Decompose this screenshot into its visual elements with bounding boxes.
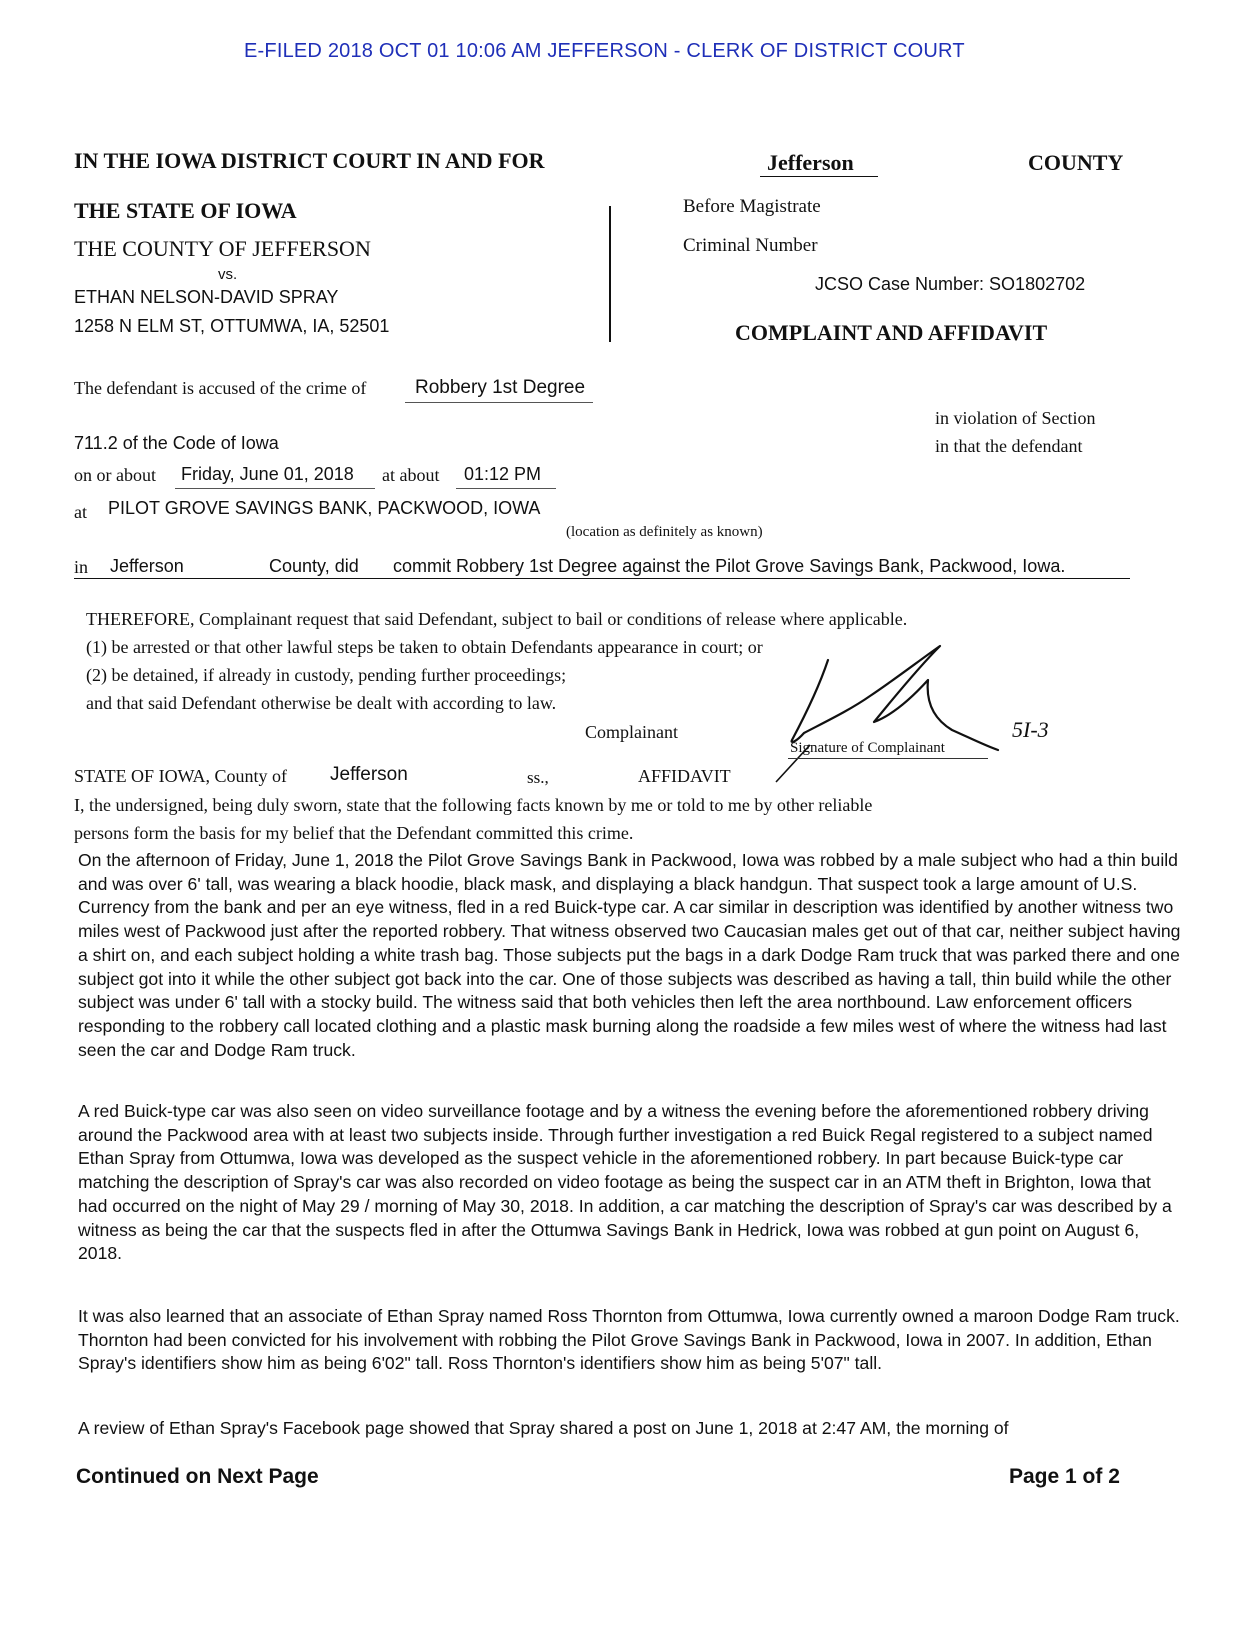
time-underline: [456, 488, 556, 489]
location-note: (location as definitely as known): [566, 524, 763, 540]
therefore-line-2: (1) be arrested or that other lawful steps be taken to obtain Defendants appearance in court; or: [86, 637, 763, 657]
on-about-label: on or about: [74, 465, 156, 485]
efiled-stamp: E-FILED 2018 OCT 01 10:06 AM JEFFERSON - CLERK OF DISTRICT COURT: [244, 40, 965, 62]
accusation-county: Jefferson: [110, 556, 184, 576]
date-underline: [175, 488, 375, 489]
violation-label: in violation of Section: [935, 408, 1096, 428]
incident-time: 01:12 PM: [464, 464, 542, 484]
signature-label: Signature of Complainant: [790, 740, 945, 756]
signature-line: [788, 758, 988, 759]
header-county-name: Jefferson: [767, 150, 854, 175]
therefore-line-3: (2) be detained, if already in custody, pending further proceedings;: [86, 665, 567, 685]
page-number: Page 1 of 2: [1009, 1465, 1120, 1488]
criminal-number-label: Criminal Number: [683, 235, 818, 256]
in-label: in: [74, 557, 89, 577]
affidavit-state-county: STATE OF IOWA, County of: [74, 766, 288, 786]
party-state: THE STATE OF IOWA: [74, 198, 297, 223]
crime-underline: [405, 402, 593, 403]
versus-label: vs.: [218, 266, 238, 283]
signature-stroke: [792, 646, 998, 750]
magistrate-label: Before Magistrate: [683, 196, 821, 217]
incident-location: PILOT GROVE SAVINGS BANK, PACKWOOD, IOWA: [108, 498, 541, 518]
narrative-paragraph: It was also learned that an associate of Ethan Spray named Ross Thornton from Ottumwa, Iowa currently owned a maroon Dodge Ram truck. Thornton had been convicted for his involvement with robbing the Pilot Grove Savings Bank in Packwood, Iowa in 2007. In addition, Ethan Spray's identifiers show him as being 6'02" tall. Ross Thornton's identifiers show him as being 5'07" tall.: [78, 1306, 1180, 1374]
therefore-line-4: and that said Defendant otherwise be dealt with according to law.: [86, 693, 557, 713]
defendant-name: ETHAN NELSON-DAVID SPRAY: [74, 287, 339, 307]
act-underline: [74, 578, 1130, 579]
header-county-label: COUNTY: [1028, 150, 1124, 175]
crime-name: Robbery 1st Degree: [415, 377, 586, 398]
accused-label: The defendant is accused of the crime of: [74, 378, 367, 398]
court-heading: IN THE IOWA DISTRICT COURT IN AND FOR: [74, 148, 545, 173]
in-that-label: in that the defendant: [935, 436, 1083, 456]
county-did-label: County, did: [269, 556, 359, 576]
sworn-line-1: I, the undersigned, being duly sworn, state that the following facts known by me or told to me by other reliable: [74, 795, 873, 815]
narrative-paragraph: A review of Ethan Spray's Facebook page showed that Spray shared a post on June 1, 2018 at 2:47 AM, the morning of: [78, 1418, 1009, 1438]
continued-note: Continued on Next Page: [76, 1465, 319, 1488]
at-label: at: [74, 502, 87, 522]
document-title: COMPLAINT AND AFFIDAVIT: [735, 320, 1048, 345]
criminal-act: commit Robbery 1st Degree against the Pilot Grove Savings Bank, Packwood, Iowa.: [393, 556, 1066, 576]
therefore-line-1: THEREFORE, Complainant request that said Defendant, subject to bail or conditions of release where applicable.: [86, 609, 908, 629]
narrative-paragraph: A red Buick-type car was also seen on video surveillance footage and by a witness the evening before the aforementioned robbery driving around the Packwood area with at least two subjects inside. Through further investigation a red Buick Regal registered to a subject named Ethan Spray from Ottumwa, Iowa was developed as the suspect vehicle in the aforementioned robbery. In part because Buick-type car matching the description of Spray's car was also recorded on video footage as being the suspect car in an ATM theft in Brighton, Iowa that had occurred on the night of May 29 / morning of May 30, 2018. In addition, a car matching the description of Spray's car was described by a witness as being the car that the suspects fled in after the Ottumwa Savings Bank in Hedrick, Iowa was robbed at gun point on August 6, 2018.: [78, 1101, 1172, 1264]
defendant-address: 1258 N ELM ST, OTTUMWA, IA, 52501: [74, 316, 390, 336]
affidavit-title: AFFIDAVIT: [638, 766, 731, 786]
county-underline: [760, 176, 878, 177]
complainant-signature: [770, 630, 1030, 790]
caption-divider: [609, 206, 611, 342]
narrative-paragraph: On the afternoon of Friday, June 1, 2018 the Pilot Grove Savings Bank in Packwood, Iowa was robbed by a male subject who had a thin build and was over 6' tall, was wearing a black hoodie, black mask, and displaying a black handgun. That suspect took a large amount of U.S. Currency from the bank and per an eye witness, fled in a red Buick-type car. A car similar in description was identified by another witness two miles west of Packwood just after the reported robbery. That witness observed two Caucasian males get out of that car, neither subject having a shirt on, and each subject holding a white trash bag. Those subjects put the bags in a dark Dodge Ram truck that was parked there and one subject got into it while the other subject got back into the car. One of those subjects was described as having a tall, thin build while the other subject was under 6' tall with a stocky build. The witness said that both vehicles then left the area northbound. Law enforcement officers responding to the robbery call located clothing and a plastic mask burning along the roadside a few miles west of where the witness had last seen the car and Dodge Ram truck.: [78, 850, 1181, 1060]
badge-number: 5I-3: [1012, 717, 1049, 742]
ss-label: ss.,: [527, 768, 549, 787]
at-about-label: at about: [382, 465, 440, 485]
sworn-line-2: persons form the basis for my belief that the Defendant committed this crime.: [74, 823, 634, 843]
incident-date: Friday, June 01, 2018: [181, 464, 354, 484]
party-county: THE COUNTY OF JEFFERSON: [74, 236, 371, 261]
complainant-label: Complainant: [585, 722, 678, 742]
code-section: 711.2 of the Code of Iowa: [74, 433, 279, 453]
jcso-case-number: JCSO Case Number: SO1802702: [815, 274, 1086, 294]
affidavit-county: Jefferson: [330, 764, 408, 785]
